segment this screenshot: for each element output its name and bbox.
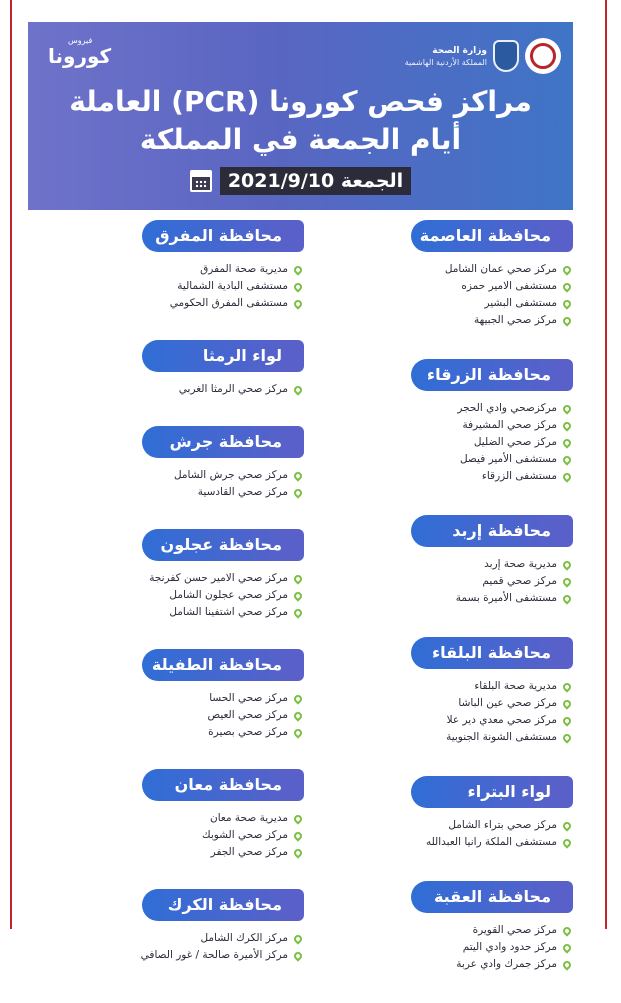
list-item	[48, 467, 302, 484]
center-name: مستشفى المفرق الحكومي	[169, 297, 288, 309]
brand-small-text: فيروس	[68, 36, 93, 45]
center-name: مركز صحي بصيرة	[208, 726, 288, 738]
location-pin-icon	[292, 710, 303, 721]
poster	[28, 22, 573, 970]
center-list	[48, 570, 304, 621]
location-pin-icon	[561, 837, 572, 848]
governorate-section	[311, 776, 573, 851]
governorate-section	[48, 529, 304, 621]
list-item	[311, 261, 571, 278]
center-list	[311, 261, 573, 329]
center-name: مديرية صحة البلقاء	[474, 680, 557, 692]
list-item	[311, 468, 571, 485]
governorate-title: لواء البتراء	[411, 776, 561, 808]
center-name: مركز صحي الجبيهة	[473, 314, 557, 326]
list-item	[311, 434, 571, 451]
center-name: مركز صحي الحسا	[209, 692, 288, 704]
center-name: مركز حدود وادي اليتم	[462, 941, 557, 953]
list-item	[48, 587, 302, 604]
list-item	[48, 844, 302, 861]
location-pin-icon	[561, 281, 572, 292]
page-title-line2: أيام الجمعة في المملكة	[139, 123, 462, 156]
center-name: مركز صحي الامير حسن كفرنجة	[149, 572, 288, 584]
governorate-title: محافظة المفرق	[142, 220, 292, 252]
list-item	[311, 590, 571, 607]
list-item	[48, 604, 302, 621]
location-pin-icon	[292, 470, 303, 481]
center-name: مستشفى البادية الشمالية	[177, 280, 288, 292]
location-pin-icon	[561, 732, 572, 743]
center-name: مركز صحي الضليل	[473, 436, 557, 448]
location-pin-icon	[292, 933, 303, 944]
list-item	[311, 556, 571, 573]
governorate-title: محافظة جرش	[142, 426, 292, 458]
center-list	[311, 678, 573, 746]
center-name: مركز صحي المشيرفة	[462, 419, 557, 431]
location-pin-icon	[292, 693, 303, 704]
location-pin-icon	[561, 264, 572, 275]
center-name: مستشفى الأميرة بسمة	[455, 592, 557, 604]
governorate-title: محافظة العقبة	[411, 881, 561, 913]
list-item	[311, 417, 571, 434]
list-item	[311, 922, 571, 939]
location-pin-icon	[561, 698, 572, 709]
center-list	[311, 400, 573, 485]
list-item	[48, 570, 302, 587]
location-pin-icon	[561, 925, 572, 936]
center-list	[311, 817, 573, 851]
center-list	[48, 690, 304, 741]
list-item	[311, 712, 571, 729]
frame-border-left	[10, 0, 12, 929]
governorate-title: محافظة عجلون	[142, 529, 292, 561]
center-name: مستشفى الملكة رانيا العبدالله	[425, 836, 557, 848]
location-pin-icon	[292, 607, 303, 618]
center-name: مستشفى الامير حمزه	[461, 280, 557, 292]
governorate-section	[311, 637, 573, 746]
location-pin-icon	[561, 576, 572, 587]
governorate-section	[311, 515, 573, 607]
list-item	[311, 573, 571, 590]
center-list	[48, 381, 304, 398]
location-pin-icon	[561, 942, 572, 953]
location-pin-icon	[292, 847, 303, 858]
center-name: مركز صحي معدي دير علا	[446, 714, 557, 726]
location-pin-icon	[561, 315, 572, 326]
ministry-name: وزارة الصحة	[432, 45, 487, 56]
location-pin-icon	[561, 471, 572, 482]
center-list	[48, 930, 304, 964]
list-item	[311, 400, 571, 417]
center-name: مستشفى الشونة الجنوبية	[446, 731, 557, 743]
location-pin-icon	[292, 727, 303, 738]
center-name: مركز جمرك وادي عربة	[456, 958, 557, 970]
location-pin-icon	[292, 590, 303, 601]
page-title-line1: مراكز فحص كورونا (PCR) العاملة	[69, 85, 532, 118]
center-name: مركز صحي قميم	[482, 575, 557, 587]
governorate-section	[311, 220, 573, 329]
location-pin-icon	[292, 830, 303, 841]
center-name: مركز صحي بتراء الشامل	[448, 819, 557, 831]
list-item	[48, 278, 302, 295]
center-name: مركز صحي القويرة	[472, 924, 557, 936]
governorate-title: محافظة معان	[142, 769, 292, 801]
calendar-icon	[190, 170, 212, 192]
location-pin-icon	[292, 487, 303, 498]
list-item	[311, 817, 571, 834]
center-list	[311, 922, 573, 973]
location-pin-icon	[292, 298, 303, 309]
center-list	[311, 556, 573, 607]
list-item	[48, 947, 302, 964]
location-pin-icon	[292, 281, 303, 292]
governorate-title: لواء الرمثا	[142, 340, 292, 372]
center-name: مركز صحي اشتفينا الشامل	[169, 606, 288, 618]
center-name: مديرية صحة إربد	[484, 558, 557, 570]
location-pin-icon	[561, 681, 572, 692]
governorate-section	[311, 359, 573, 485]
location-pin-icon	[292, 813, 303, 824]
center-list	[48, 467, 304, 501]
location-pin-icon	[561, 593, 572, 604]
center-name: مركز الأميرة صالحة / غور الصافي	[140, 949, 288, 961]
poster-header	[28, 22, 573, 210]
list-item	[311, 312, 571, 329]
list-item	[48, 295, 302, 312]
location-pin-icon	[561, 420, 572, 431]
center-list	[48, 261, 304, 312]
center-name: مركز صحي عمان الشامل	[444, 263, 557, 275]
location-pin-icon	[561, 403, 572, 414]
list-item	[48, 484, 302, 501]
center-name: مستشفى الأمير فيصل	[459, 453, 557, 465]
center-name: مركز صحي عين الباشا	[458, 697, 557, 709]
list-item	[311, 834, 571, 851]
center-name: مركز الكرك الشامل	[200, 932, 288, 944]
list-item	[48, 690, 302, 707]
center-name: مركز صحي القادسية	[197, 486, 288, 498]
location-pin-icon	[561, 298, 572, 309]
royal-crest-icon	[493, 40, 519, 72]
list-item	[48, 930, 302, 947]
location-pin-icon	[292, 950, 303, 961]
location-pin-icon	[292, 264, 303, 275]
governorate-section	[311, 881, 573, 973]
governorate-title: محافظة إربد	[411, 515, 561, 547]
list-item	[311, 695, 571, 712]
list-item	[48, 810, 302, 827]
location-pin-icon	[561, 559, 572, 570]
list-item	[48, 724, 302, 741]
list-item	[48, 381, 302, 398]
location-pin-icon	[561, 715, 572, 726]
center-name: مستشفى الزرقاء	[481, 470, 557, 482]
location-pin-icon	[292, 384, 303, 395]
list-item	[311, 956, 571, 973]
list-item	[311, 451, 571, 468]
frame-border-right	[605, 0, 607, 929]
location-pin-icon	[561, 820, 572, 831]
center-name: مركز صحي عجلون الشامل	[169, 589, 288, 601]
location-pin-icon	[292, 573, 303, 584]
left-column	[48, 220, 304, 992]
center-name: مركز صحي الجفر	[210, 846, 288, 858]
brand-big-text: كورونا	[48, 44, 112, 68]
governorate-title: محافظة الكرك	[142, 889, 292, 921]
list-item	[311, 939, 571, 956]
governorate-title: محافظة العاصمة	[411, 220, 561, 252]
date-label: الجمعة 2021/9/10	[220, 167, 411, 195]
center-name: مديرية صحة المفرق	[200, 263, 288, 275]
governorate-section	[48, 769, 304, 861]
list-item	[311, 295, 571, 312]
center-name: مركز صحي جرش الشامل	[173, 469, 288, 481]
governorate-section	[48, 649, 304, 741]
governorate-section	[48, 426, 304, 501]
list-item	[48, 827, 302, 844]
location-pin-icon	[561, 959, 572, 970]
ministry-branding	[391, 36, 561, 76]
center-name: مركز صحي الشوبك	[201, 829, 288, 841]
governorate-title: محافظة البلقاء	[411, 637, 561, 669]
list-item	[311, 278, 571, 295]
right-column	[311, 220, 573, 1003]
date-bar	[28, 167, 573, 195]
list-item	[311, 729, 571, 746]
center-name: مركز صحي العيص	[207, 709, 288, 721]
center-name: مديرية صحة معان	[209, 812, 288, 824]
center-name: مركزصحي وادي الحجر	[457, 402, 557, 414]
kingdom-name: المملكة الأردنية الهاشمية	[404, 57, 487, 67]
list-item	[311, 678, 571, 695]
governorate-title: محافظة الطفيلة	[142, 649, 292, 681]
centennial-logo-icon	[525, 38, 561, 74]
corona-brand-logo	[48, 36, 111, 67]
governorate-section	[48, 340, 304, 398]
list-item	[48, 261, 302, 278]
center-list	[48, 810, 304, 861]
governorate-section	[48, 889, 304, 964]
list-item	[48, 707, 302, 724]
center-name: مركز صحي الرمثا الغربي	[178, 383, 288, 395]
governorate-section	[48, 220, 304, 312]
location-pin-icon	[561, 454, 572, 465]
location-pin-icon	[561, 437, 572, 448]
center-name: مستشفى البشير	[484, 297, 557, 309]
governorate-title: محافظة الزرقاء	[411, 359, 561, 391]
